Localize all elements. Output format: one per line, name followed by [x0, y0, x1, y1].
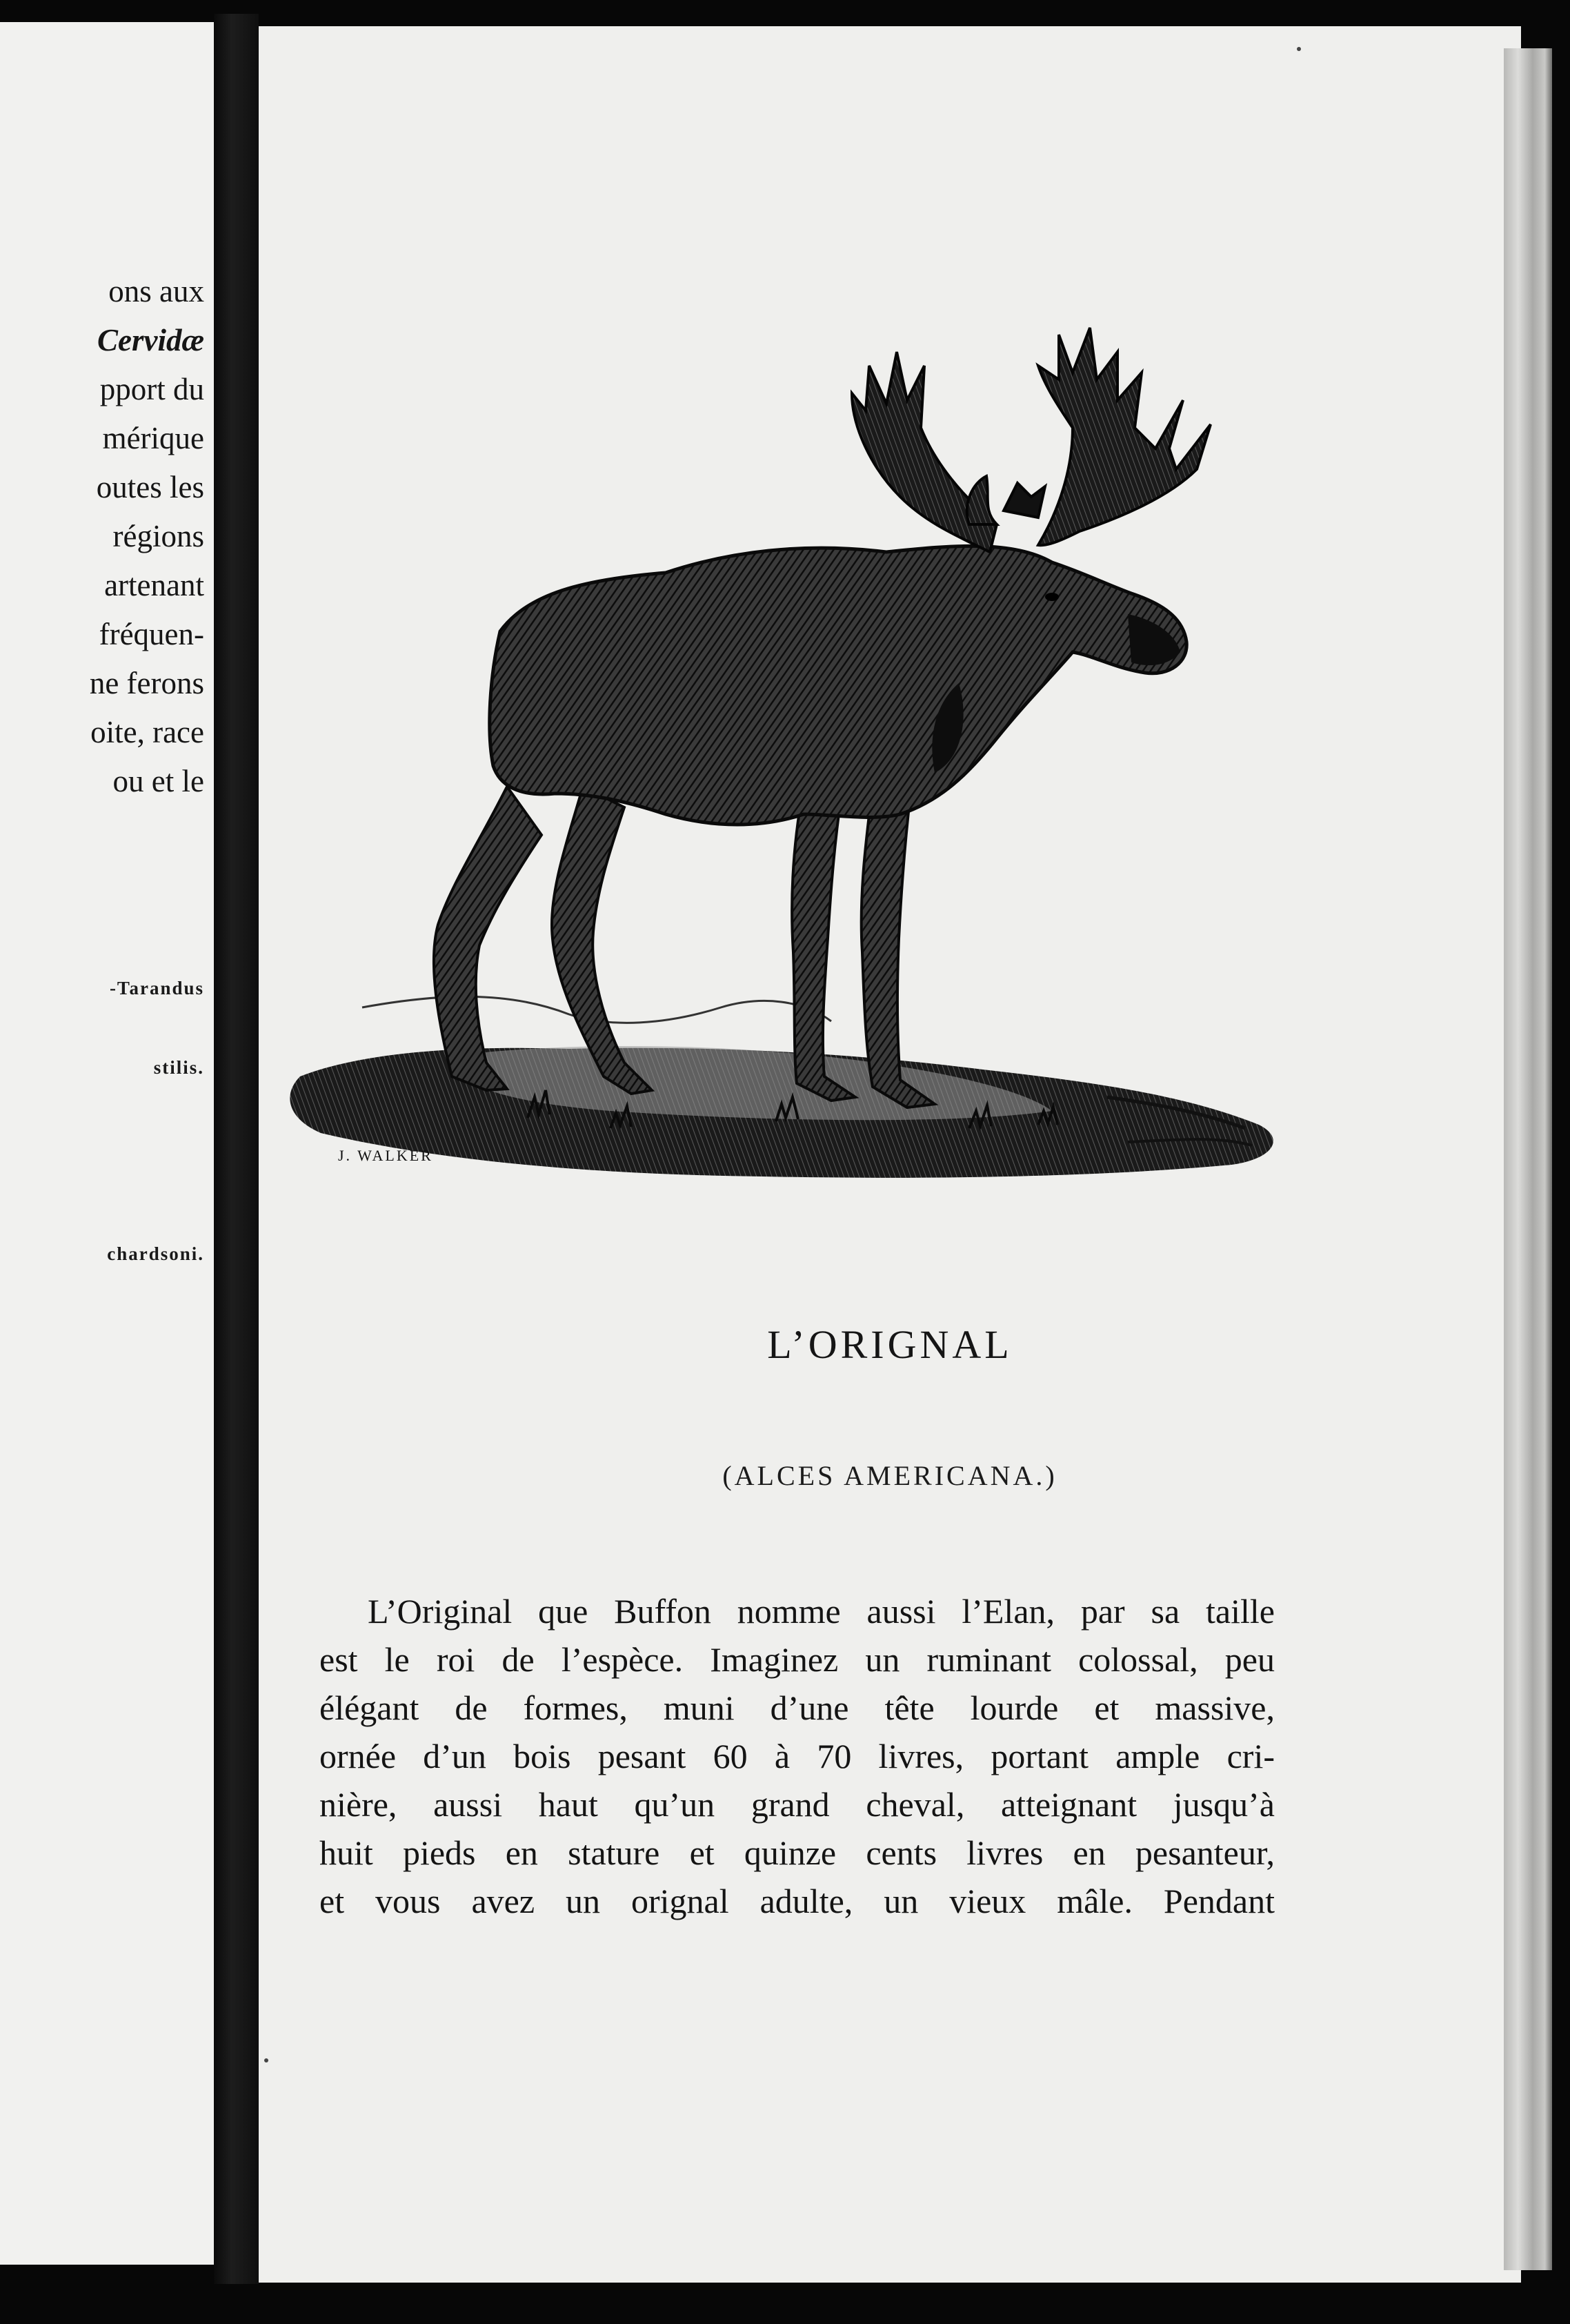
paper-speck	[1297, 47, 1301, 51]
left-line: fréquen-	[99, 617, 204, 651]
body-paragraph	[319, 1587, 1275, 1925]
body-line: élégant de formes, muni d’une tête lourde et massive,	[319, 1688, 1275, 1727]
left-species-label: stilis.	[153, 1057, 204, 1078]
left-species-label: -Tarandus	[109, 978, 204, 998]
left-line: oite, race	[90, 715, 204, 749]
left-page	[0, 22, 214, 2265]
left-line: pport du	[99, 372, 204, 406]
body-line: huit pieds en stature et quinze cents livres en pesanteur,	[319, 1833, 1275, 1872]
moose-antlers	[852, 328, 1211, 552]
book-gutter	[214, 14, 259, 2284]
ground	[290, 996, 1273, 1178]
left-line: artenant	[104, 568, 204, 602]
body-line: ornée d’un bois pesant 60 à 70 livres, portant ample cri-	[319, 1737, 1275, 1775]
page-edge	[1504, 48, 1552, 2270]
left-line: ou et le	[112, 764, 204, 798]
moose-eye	[1045, 593, 1059, 601]
paper-speck	[264, 2058, 268, 2062]
body-line: et vous avez un orignal adulte, un vieux mâle. Pendant	[319, 1882, 1275, 1920]
moose-body	[490, 546, 1186, 825]
left-line: Cervidæ	[97, 323, 204, 357]
engraver-signature: J. WALKER	[338, 1147, 433, 1164]
left-species-label: chardsoni.	[107, 1243, 204, 1264]
plate-title: L’ORIGNAL	[767, 1322, 1013, 1367]
body-line: est le roi de l’espèce. Imaginez un ruminant colossal, peu	[319, 1640, 1275, 1679]
left-line: régions	[112, 519, 204, 553]
body-line: L’Original que Buffon nomme aussi l’Elan, par sa taille	[368, 1592, 1275, 1631]
moose-engraving	[279, 290, 1328, 1242]
left-line: outes les	[96, 470, 204, 504]
left-line: ons aux	[108, 274, 204, 308]
body-line: nière, aussi haut qu’un grand cheval, atteignant jusqu’à	[319, 1785, 1275, 1824]
plate-subtitle: (ALCES AMERICANA.)	[722, 1460, 1057, 1491]
left-line: ne ferons	[89, 666, 204, 700]
left-line: mérique	[102, 421, 204, 455]
left-page-text	[90, 267, 204, 806]
